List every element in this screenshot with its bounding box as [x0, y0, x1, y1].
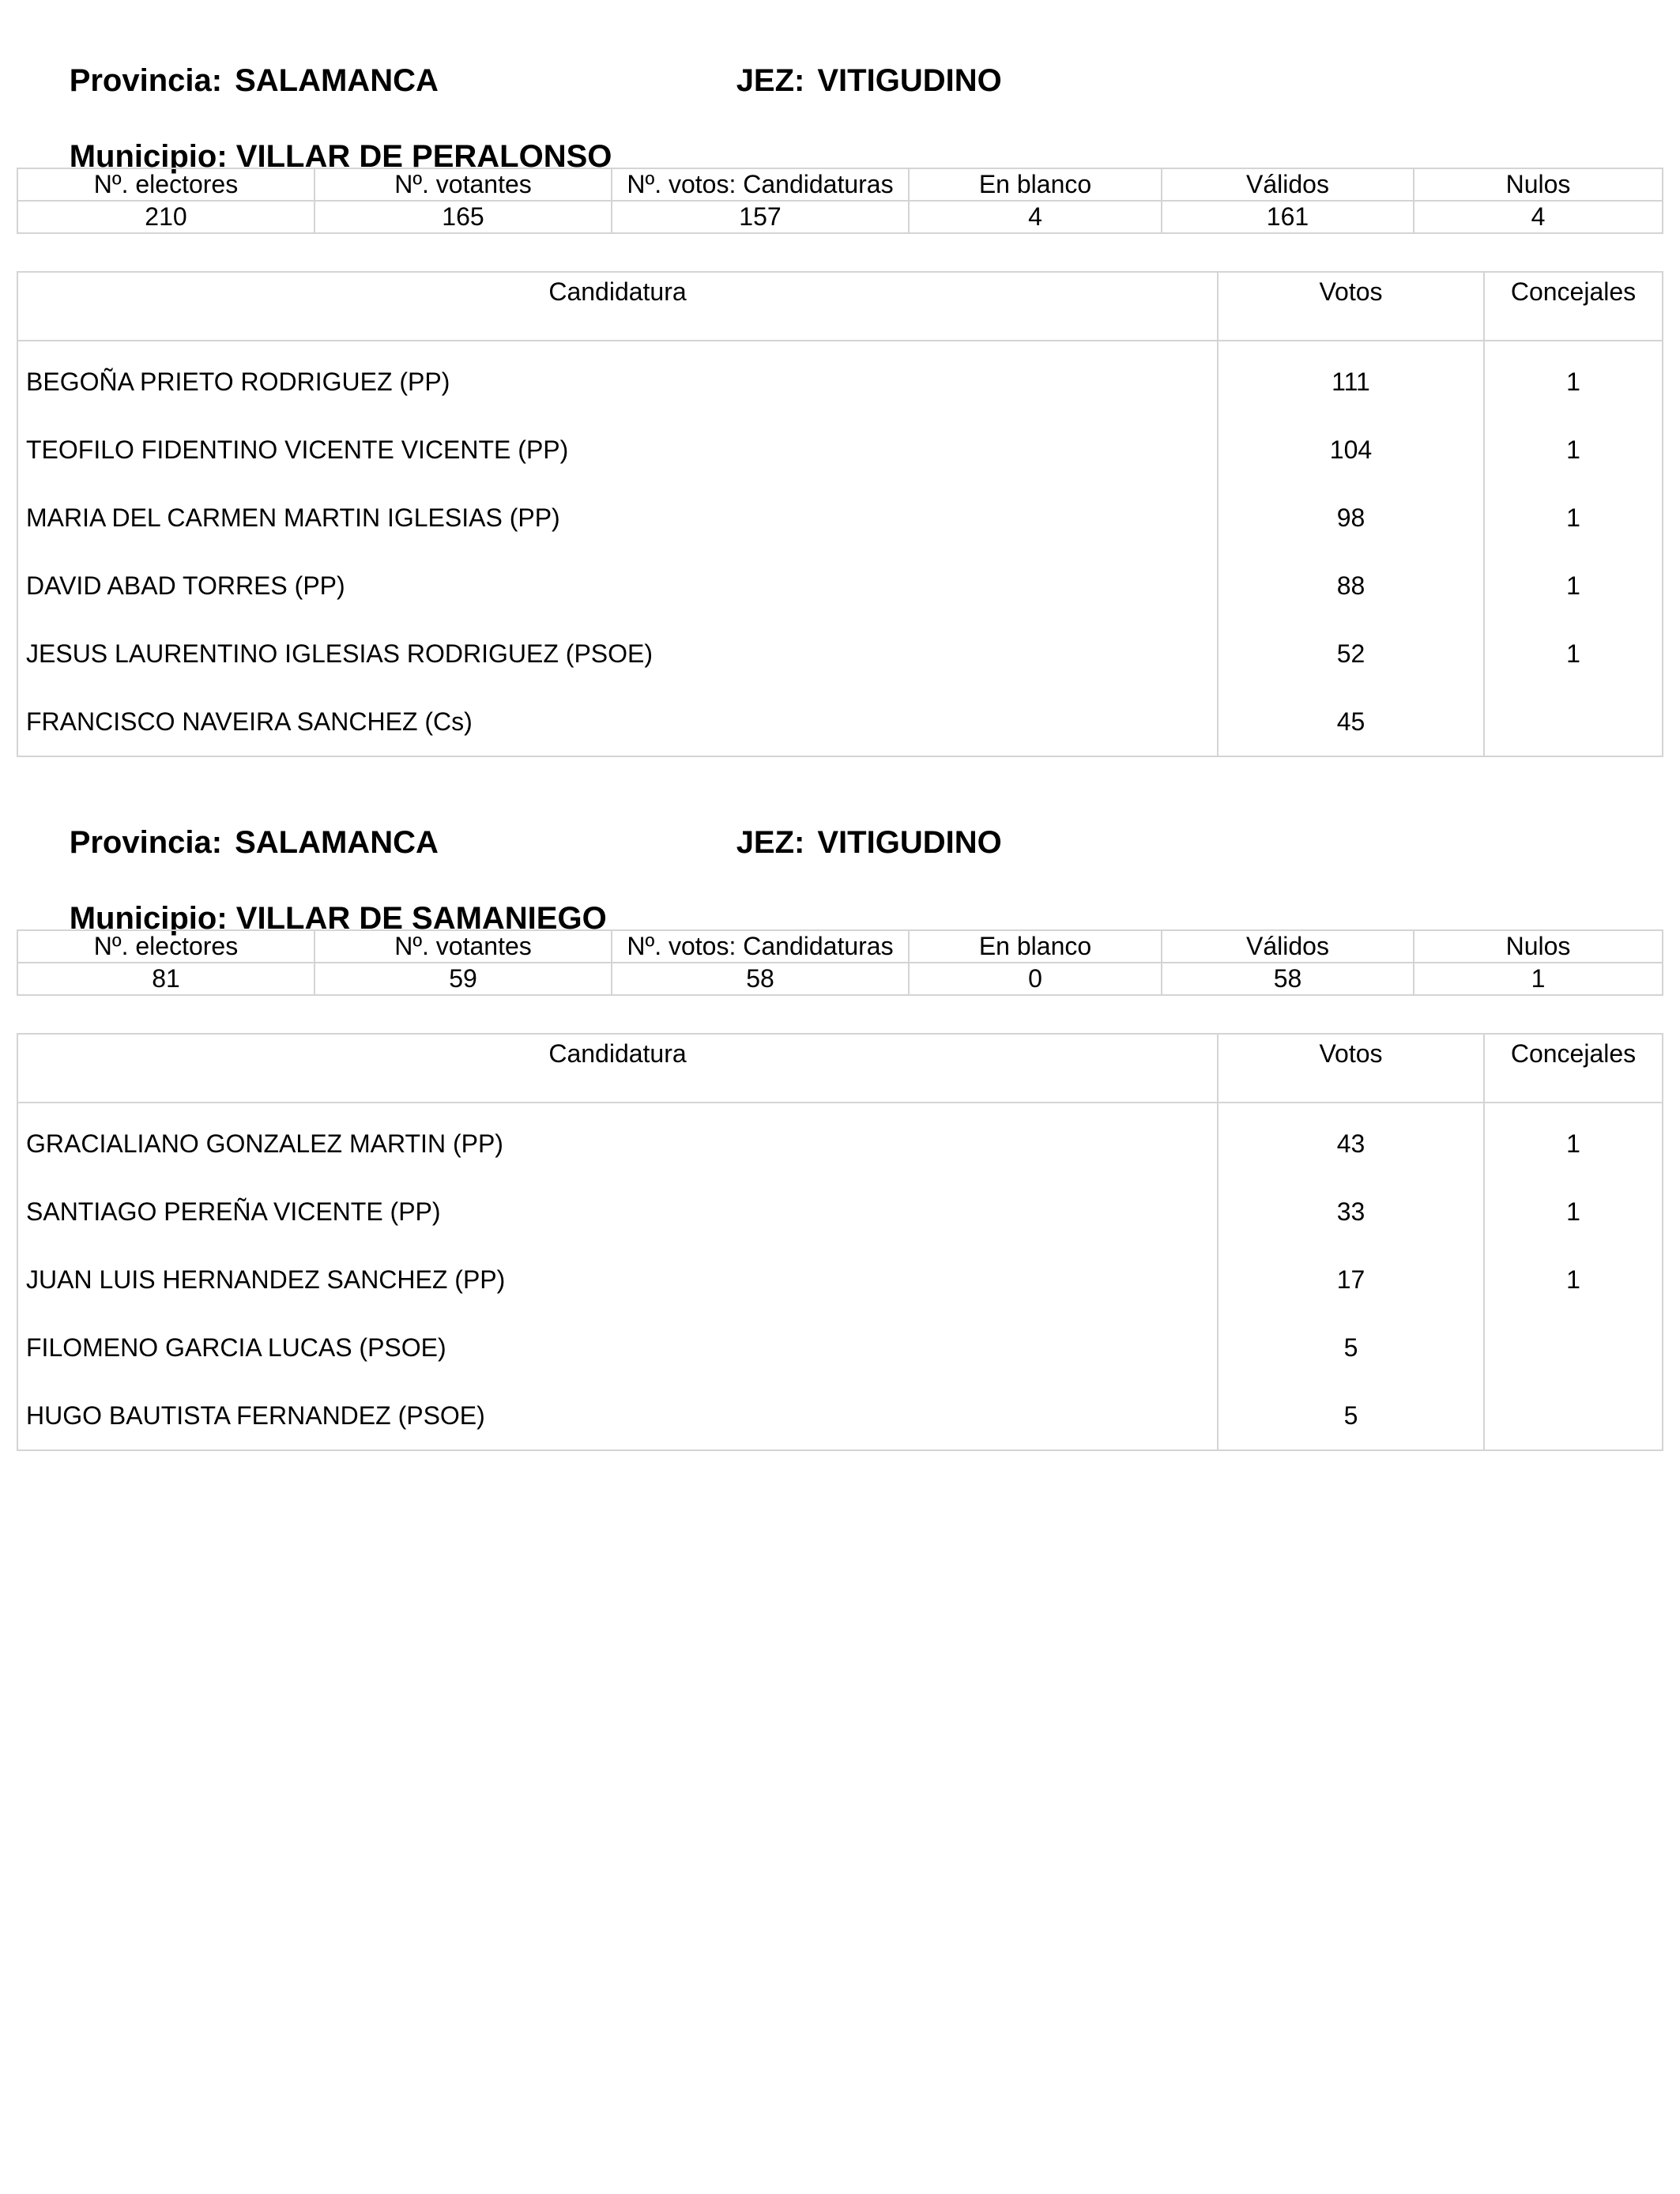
candidate-name: JUAN LUIS HERNANDEZ SANCHEZ (PP)	[17, 1246, 1218, 1314]
candidate-name: FRANCISCO NAVEIRA SANCHEZ (Cs)	[17, 688, 1218, 756]
jez-heading	[684, 786, 1002, 899]
spacer-cell	[1218, 1103, 1484, 1110]
candidates-header-cell: Votos	[1218, 1034, 1484, 1103]
candidates-header-cell: Concejales	[1484, 272, 1663, 341]
spacer-cell	[17, 341, 1218, 348]
candidate-name: JESUS LAURENTINO IGLESIAS RODRIGUEZ (PSOE)	[17, 620, 1218, 688]
summary-value-cell: 4	[1414, 201, 1663, 233]
summary-header-cell: Nulos	[1414, 930, 1663, 963]
candidate-concejales	[1484, 1314, 1663, 1382]
candidate-votes: 111	[1218, 348, 1484, 416]
candidates-header-cell: Votos	[1218, 272, 1484, 341]
candidate-concejales	[1484, 688, 1663, 756]
candidates-body	[17, 341, 1663, 756]
candidate-concejales	[1484, 1382, 1663, 1450]
candidate-concejales: 1	[1484, 484, 1663, 552]
summary-value-cell: 157	[612, 201, 909, 233]
candidates-body	[17, 1103, 1663, 1450]
candidate-row	[17, 348, 1663, 416]
candidate-votes: 104	[1218, 416, 1484, 484]
spacer-cell	[1218, 341, 1484, 348]
jez-heading	[684, 24, 1002, 138]
candidate-votes: 52	[1218, 620, 1484, 688]
candidate-concejales: 1	[1484, 1110, 1663, 1178]
jez-label: JEZ:	[736, 825, 805, 860]
candidate-row	[17, 620, 1663, 688]
candidate-votes: 45	[1218, 688, 1484, 756]
candidate-row	[17, 1110, 1663, 1178]
candidate-votes: 98	[1218, 484, 1484, 552]
candidates-header-row	[17, 272, 1663, 341]
jez-value: VITIGUDINO	[817, 825, 1002, 860]
provincia-label: Provincia:	[69, 825, 223, 860]
candidates-table	[17, 1033, 1663, 1451]
municipio-label: Municipio:	[69, 901, 228, 936]
candidates-header-cell: Concejales	[1484, 1034, 1663, 1103]
candidate-concejales: 1	[1484, 1246, 1663, 1314]
summary-value-cell: 58	[612, 963, 909, 995]
summary-value-row	[17, 201, 1663, 233]
candidate-concejales: 1	[1484, 620, 1663, 688]
candidate-concejales: 1	[1484, 1178, 1663, 1246]
summary-value-row	[17, 963, 1663, 995]
summary-value-cell: 59	[315, 963, 612, 995]
summary-header-cell: Nº. electores	[17, 168, 315, 201]
spacer-row	[17, 341, 1663, 348]
candidate-row	[17, 552, 1663, 620]
summary-header-cell: Nº. votantes	[315, 930, 612, 963]
summary-header-cell: Nº. electores	[17, 930, 315, 963]
summary-value-cell: 1	[1414, 963, 1663, 995]
summary-header-cell: Válidos	[1162, 930, 1414, 963]
summary-header-cell: Nº. votos: Candidaturas	[612, 168, 909, 201]
summary-table	[17, 168, 1663, 234]
summary-header-cell: Nulos	[1414, 168, 1663, 201]
summary-value-cell: 161	[1162, 201, 1414, 233]
jez-value: VITIGUDINO	[817, 63, 1002, 98]
candidate-name: GRACIALIANO GONZALEZ MARTIN (PP)	[17, 1110, 1218, 1178]
candidate-votes: 43	[1218, 1110, 1484, 1178]
candidates-header-cell: Candidatura	[17, 1034, 1218, 1103]
candidate-concejales: 1	[1484, 552, 1663, 620]
summary-header-cell: Nº. votantes	[315, 168, 612, 201]
candidates-header-cell: Candidatura	[17, 272, 1218, 341]
summary-value-cell: 210	[17, 201, 315, 233]
jez-label: JEZ:	[736, 63, 805, 98]
candidate-name: DAVID ABAD TORRES (PP)	[17, 552, 1218, 620]
summary-header-cell: Válidos	[1162, 168, 1414, 201]
summary-value-cell: 81	[17, 963, 315, 995]
candidate-votes: 33	[1218, 1178, 1484, 1246]
candidate-row	[17, 484, 1663, 552]
candidate-name: TEOFILO FIDENTINO VICENTE VICENTE (PP)	[17, 416, 1218, 484]
summary-header-cell: En blanco	[909, 930, 1162, 963]
summary-value-cell: 58	[1162, 963, 1414, 995]
provincia-label: Provincia:	[69, 63, 223, 98]
candidate-row	[17, 688, 1663, 756]
candidate-row	[17, 1246, 1663, 1314]
candidates-table	[17, 271, 1663, 757]
candidate-concejales: 1	[1484, 348, 1663, 416]
candidate-name: SANTIAGO PEREÑA VICENTE (PP)	[17, 1178, 1218, 1246]
candidate-votes: 88	[1218, 552, 1484, 620]
summary-header-row	[17, 930, 1663, 963]
summary-table	[17, 929, 1663, 996]
spacer-row	[17, 1103, 1663, 1110]
candidate-row	[17, 1382, 1663, 1450]
summary-header-cell: En blanco	[909, 168, 1162, 201]
candidate-row	[17, 1314, 1663, 1382]
candidates-header-row	[17, 1034, 1663, 1103]
spacer-cell	[1484, 341, 1663, 348]
candidate-concejales: 1	[1484, 416, 1663, 484]
candidate-votes: 17	[1218, 1246, 1484, 1314]
candidate-name: MARIA DEL CARMEN MARTIN IGLESIAS (PP)	[17, 484, 1218, 552]
candidate-name: BEGOÑA PRIETO RODRIGUEZ (PP)	[17, 348, 1218, 416]
summary-value-cell: 0	[909, 963, 1162, 995]
municipio-value: VILLAR DE PERALONSO	[235, 139, 612, 174]
candidate-votes: 5	[1218, 1382, 1484, 1450]
municipio-value: VILLAR DE SAMANIEGO	[235, 901, 607, 936]
summary-header-cell: Nº. votos: Candidaturas	[612, 930, 909, 963]
municipio-label: Municipio:	[69, 139, 228, 174]
candidate-name: HUGO BAUTISTA FERNANDEZ (PSOE)	[17, 1382, 1218, 1450]
spacer-cell	[1484, 1103, 1663, 1110]
candidate-name: FILOMENO GARCIA LUCAS (PSOE)	[17, 1314, 1218, 1382]
summary-value-cell: 165	[315, 201, 612, 233]
candidate-row	[17, 1178, 1663, 1246]
candidate-row	[17, 416, 1663, 484]
summary-header-row	[17, 168, 1663, 201]
candidate-votes: 5	[1218, 1314, 1484, 1382]
provincia-value: SALAMANCA	[235, 63, 439, 98]
summary-value-cell: 4	[909, 201, 1162, 233]
provincia-value: SALAMANCA	[235, 825, 439, 860]
spacer-cell	[17, 1103, 1218, 1110]
